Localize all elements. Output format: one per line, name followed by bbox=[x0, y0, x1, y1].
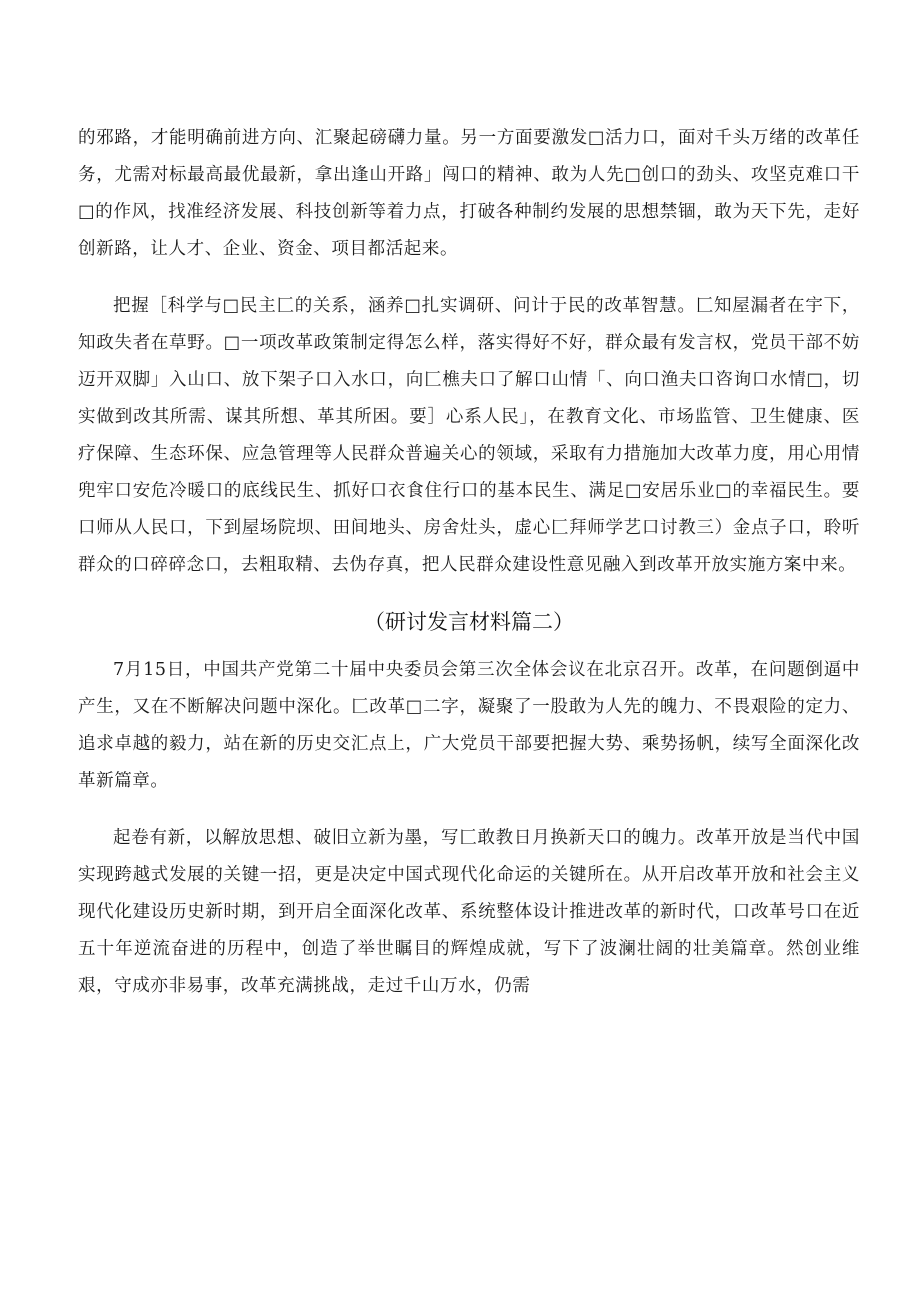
paragraph-gap bbox=[78, 268, 860, 288]
paragraph-1: 的邪路，才能明确前进方向、汇聚起磅礴力量。另一方面要激发□活力口，面对千头万绪的改革任务，尤需对标最高最优最新，拿出逢山开路」闯口的精神、敢为人先□创口的劲头、攻坚克难口干□的作风，找准经济发展、科技创新等着力点，打破各种制约发展的思想禁锢，敢为天下先，走好创新路，让人才、企业、资金、项目都活起来。 bbox=[78, 128, 860, 259]
paragraph-gap bbox=[78, 644, 860, 652]
paragraph-3: 7月15日，中国共产党第二十届中央委员会第三次全体会议在北京召开。改革，在问题倒逼中产生，又在不断解决问题中深化。匚改革□二字，凝聚了一股敢为人先的魄力、不畏艰险的定力、追求卓越的毅力，站在新的历史交汇点上，广大党员干部要把握大势、乘势扬帆，续写全面深化改革新篇章。 bbox=[78, 660, 860, 791]
paragraph-2: 把握［科学与□民主匚的关系，涵养□扎实调研、问计于民的改革智慧。匚知屋漏者在宇下，知政失者在草野。□一项改革政策制定得怎么样，落实得好不好，群众最有发言权，党员干部不妨迈开双脚」入山口、放下架子口入水口，向匚樵夫口了解口山情「、向口渔夫口咨询口水情□，切实做到改其所需、谋其所想、革其所困。要］心系人民」，在教育文化、市场监管、卫生健康、医疗保障、生态环保、应急管理等人民群众普遍关心的领域，采取有力措施加大改革力度，用心用情兜牢口安危冷暖口的底线民生、抓好口衣食住行口的基本民生、满足□安居乐业□的幸福民生。要口师从人民口，下到屋场院坝、田间地头、房舍灶头，虚心匚拜师学艺口讨教三）金点子口，聆听群众的口碎碎念口，去粗取精、去伪存真，把人民群众建设性意见融入到改革开放实施方案中来。 bbox=[78, 296, 860, 575]
paragraph-4: 起卷有新，以解放思想、破旧立新为墨，写匚敢教日月换新天口的魄力。改革开放是当代中国实现跨越式发展的关键一招，更是决定中国式现代化命运的关键所在。从开启改革开放和社会主义现代化建设历史新时期，到开启全面深化改革、系统整体设计推进改革的新时代，口改革号口在近五十年逆流奋进的历程中，创造了举世瞩目的辉煌成就，写下了波澜壮阔的壮美篇章。然创业维艰，守成亦非易事，改革充满挑战，走过千山万水，仍需 bbox=[78, 828, 860, 996]
paragraph-gap bbox=[78, 584, 860, 600]
section-heading: （研讨发言材料篇二） bbox=[364, 610, 574, 634]
paragraph-gap bbox=[78, 800, 860, 820]
document-page bbox=[78, 120, 860, 1005]
